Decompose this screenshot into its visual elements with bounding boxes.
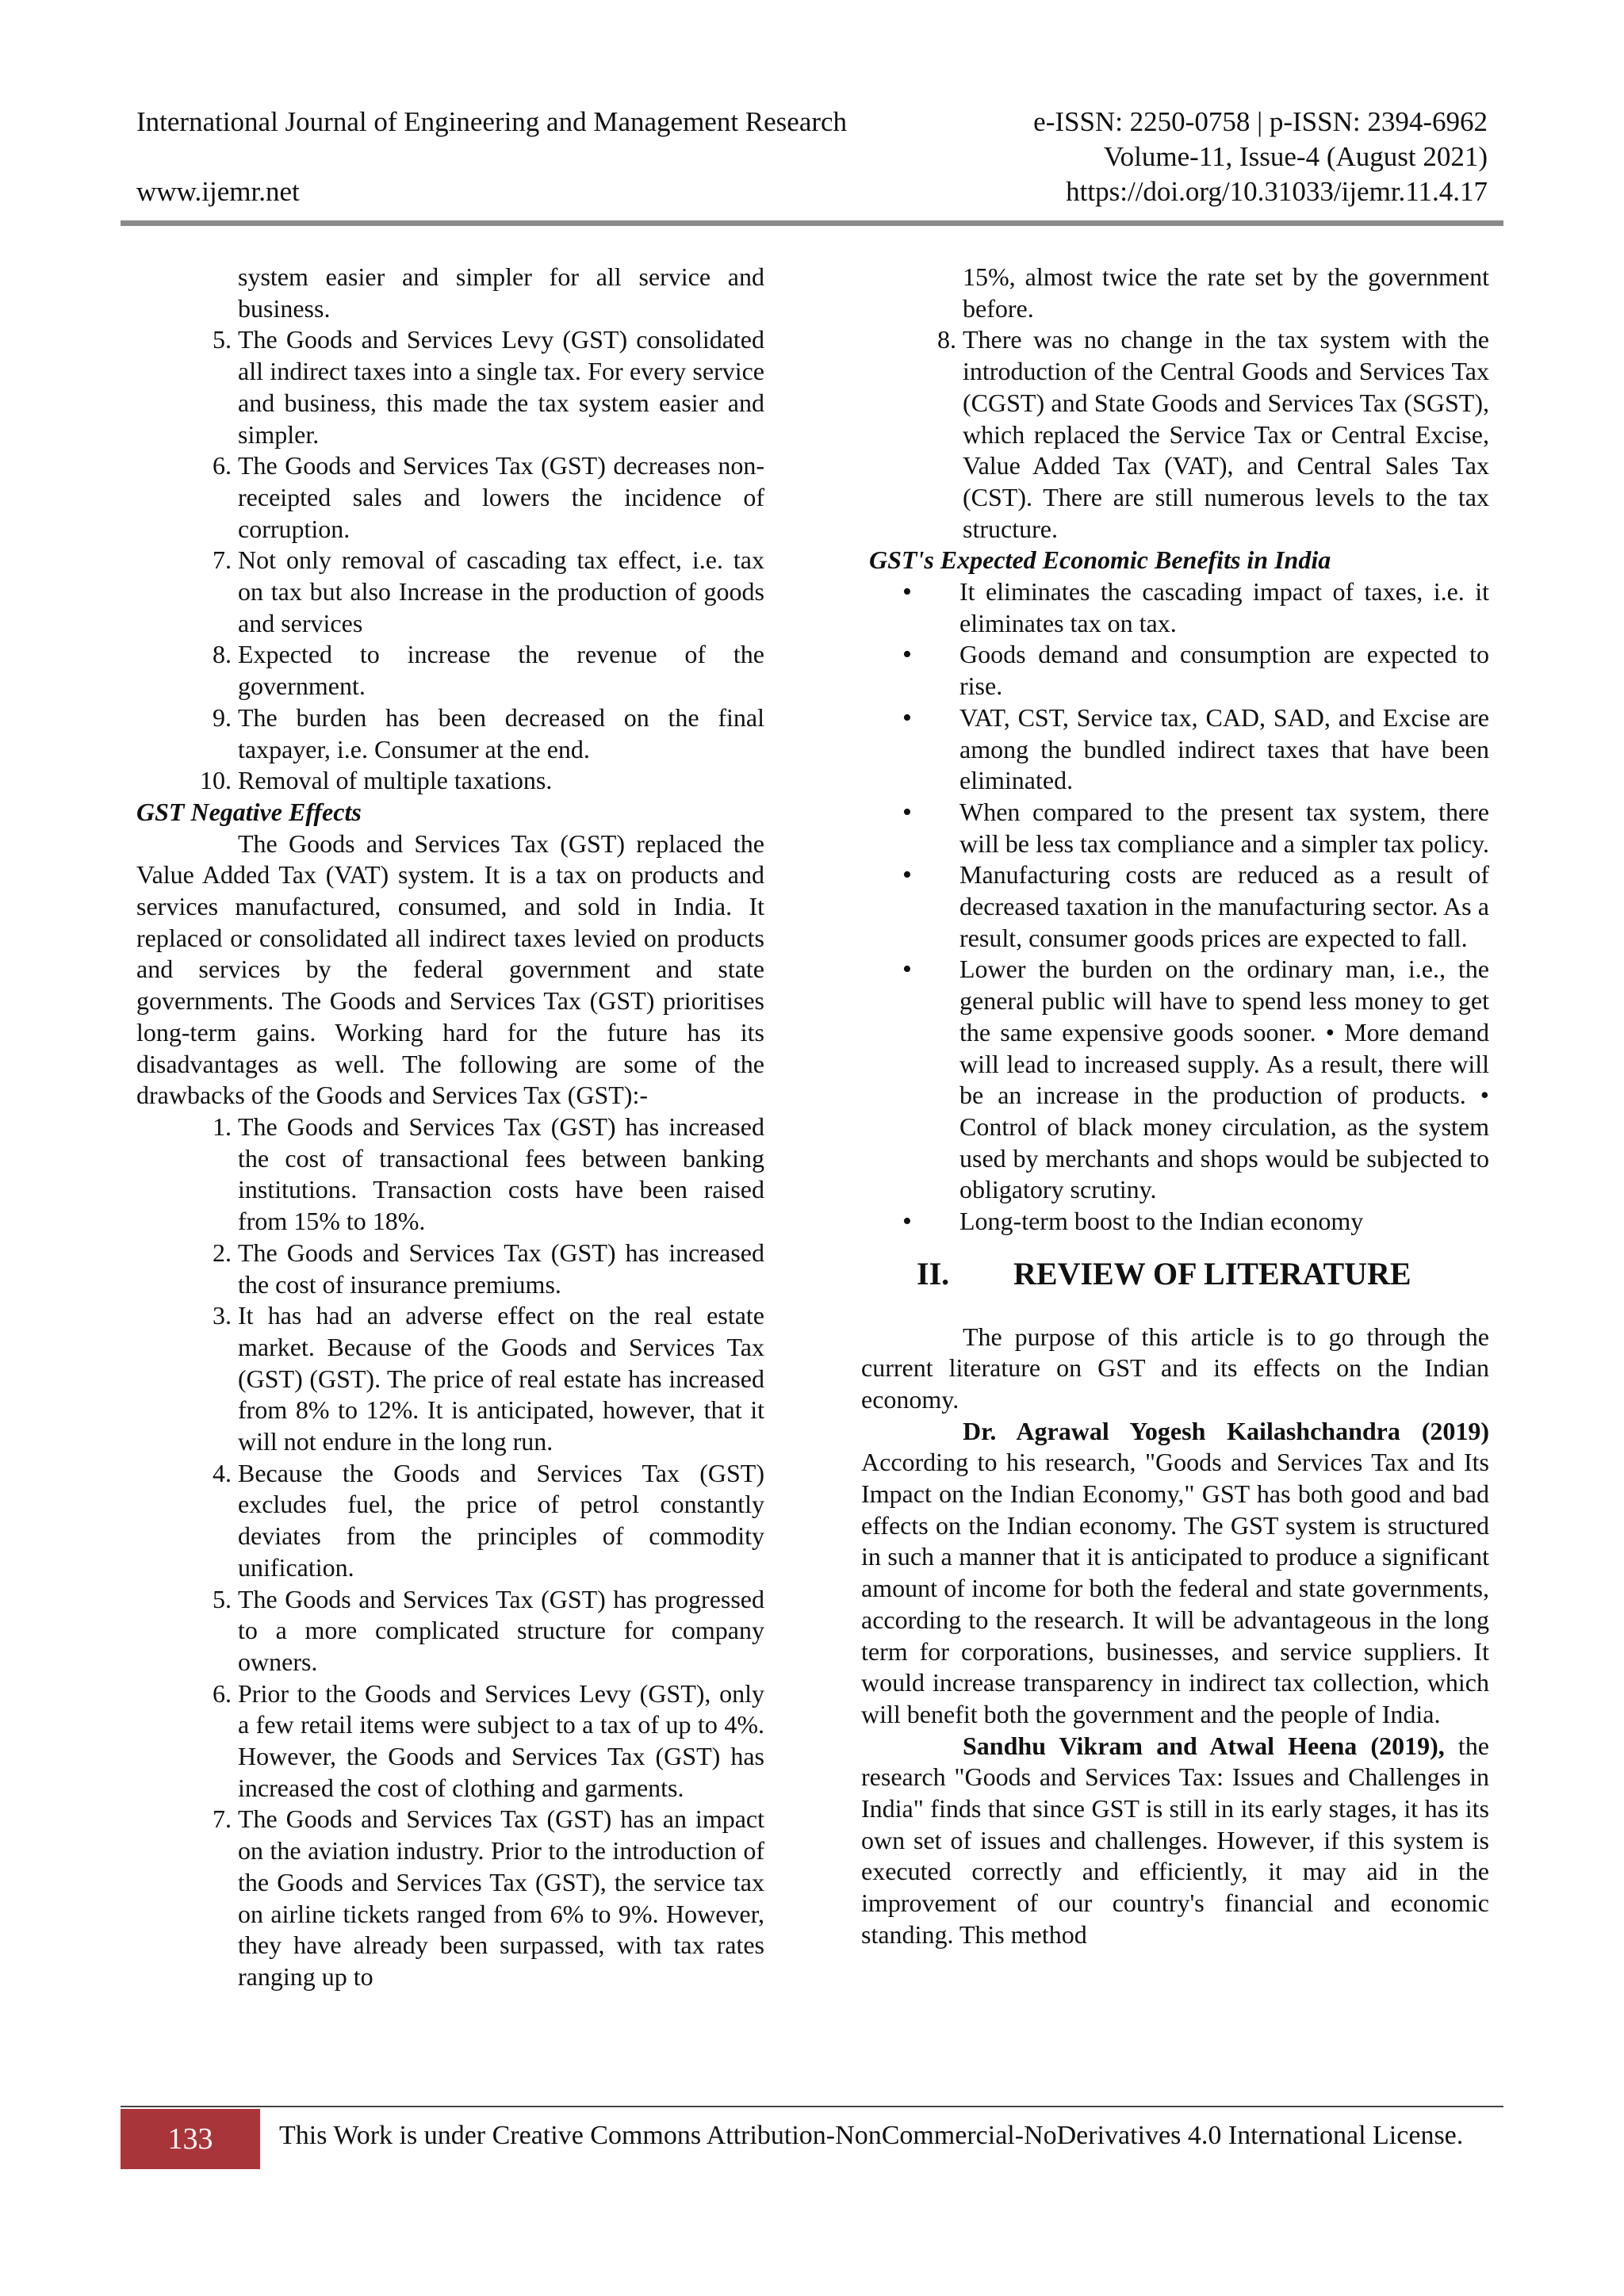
- list-item: 1. The Goods and Services Tax (GST) has increased the cost of transactional fees between banking institutions. Transaction costs have been raised from 15% to 18%.: [238, 1112, 764, 1238]
- header-divider: [121, 220, 1503, 226]
- list-item: 6. The Goods and Services Tax (GST) decreases non-receipted sales and lowers the incidence of corruption.: [238, 450, 764, 545]
- continuation-text: 15%, almost twice the rate set by the government before.: [963, 262, 1489, 323]
- negative-effects-list: [136, 1112, 764, 1993]
- review-intro: The purpose of this article is to go through the current literature on GST and its effects on the Indian economy.: [861, 1322, 1489, 1414]
- negative-effects-heading: GST Negative Effects: [136, 797, 362, 826]
- journal-name: International Journal of Engineering and Management Research: [136, 106, 848, 137]
- review-text: According to his research, "Goods and Services Tax and Its Impact on the Indian Economy," GST has both good and bad effects on the Indian economy. The GST system is structured in such a manner that it is anticipated to produce a significant amount of income for both the federal and state governments, according to the research. It will be advantageous in the long term for corporations, businesses, and service suppliers. It would increase transparency in indirect tax collection, which will benefit both the government and the people of India.: [861, 1448, 1489, 1728]
- review-author: Dr. Agrawal Yogesh Kailashchandra (2019): [963, 1416, 1489, 1445]
- list-item: • VAT, CST, Service tax, CAD, SAD, and Excise are among the bundled indirect taxes that have been eliminated.: [959, 702, 1489, 797]
- list-item: 5. The Goods and Services Tax (GST) has progressed to a more complicated structure for company owners.: [238, 1584, 764, 1678]
- benefits-list: [861, 576, 1489, 1238]
- left-column: [136, 262, 764, 1993]
- list-item: • When compared to the present tax system, there will be less tax compliance and a simpler tax policy.: [959, 797, 1489, 859]
- license-text: This Work is under Creative Commons Attribution-NonCommercial-NoDerivatives 4.0 International License.: [279, 2121, 1464, 2150]
- list-item: 7. The Goods and Services Tax (GST) has an impact on the aviation industry. Prior to the introduction of the Goods and Services Tax (GST), the service tax on airline tickets ranged from 6% to 9%. However, they have already been surpassed, with tax rates ranging up to: [238, 1804, 764, 1992]
- section-heading: [917, 1255, 1489, 1292]
- list-item: • Lower the burden on the ordinary man, i.e., the general public will have to spend less money to get the same expensive goods sooner. • More demand will lead to increased supply. As a result, there will be an increase in the production of products. • Control of black money circulation, as the system used by merchants and shops would be subjected to obligatory scrutiny.: [959, 954, 1489, 1206]
- page-header: [136, 105, 1488, 216]
- volume-issue: Volume-11, Issue-4 (August 2021): [1103, 141, 1488, 172]
- benefits-heading: GST's Expected Economic Benefits in India: [869, 545, 1331, 575]
- list-item: • Goods demand and consumption are expected to rise.: [959, 639, 1489, 702]
- list-item: 4. Because the Goods and Services Tax (GST) excludes fuel, the price of petrol constantly deviates from the principles of commodity unification.: [238, 1458, 764, 1584]
- list-item: • Long-term boost to the Indian economy: [959, 1206, 1489, 1238]
- list-item: 2. The Goods and Services Tax (GST) has increased the cost of insurance premiums.: [238, 1238, 764, 1300]
- review-text: the research "Goods and Services Tax: Issues and Challenges in India" finds that since GST is still in its early stages, it has its own set of issues and challenges. However, if this system is executed correctly and efficiently, it may aid in the improvement of our country's financial and economic standing. This method: [861, 1731, 1489, 1949]
- website-link[interactable]: www.ijemr.net: [136, 176, 300, 207]
- list-item: 7. Not only removal of cascading tax effect, i.e. tax on tax but also Increase in the production of goods and services: [238, 545, 764, 639]
- footer-divider: [121, 2106, 1503, 2107]
- negative-effects-intro: The Goods and Services Tax (GST) replaced the Value Added Tax (VAT) system. It is a tax on products and services manufactured, consumed, and sold in India. It replaced or consolidated all indirect taxes levied on products and services by the federal government and state governments. The Goods and Services Tax (GST) prioritises long-term gains. Working hard for the future has its disadvantages as well. The following are some of the drawbacks of the Goods and Services Tax (GST):-: [136, 828, 764, 1110]
- doi-link[interactable]: https://doi.org/10.31033/ijemr.11.4.17: [1066, 176, 1488, 207]
- section-number: II.: [917, 1255, 950, 1292]
- continuation-text: system easier and simpler for all service and business.: [238, 262, 764, 323]
- list-item: • It eliminates the cascading impact of taxes, i.e. it eliminates tax on tax.: [959, 576, 1489, 639]
- list-item: 8. There was no change in the tax system with the introduction of the Central Goods and Services Tax (CGST) and State Goods and Services Tax (SGST), which replaced the Service Tax or Central Excise, Value Added Tax (VAT), and Central Sales Tax (CST). There are still numerous levels to the tax structure.: [963, 324, 1489, 545]
- list-item: 3. It has had an adverse effect on the real estate market. Because of the Goods and Services Tax (GST) (GST). The price of real estate has increased from 8% to 12%. It is anticipated, however, that it will not endure in the long run.: [238, 1300, 764, 1458]
- issn: e-ISSN: 2250-0758 | p-ISSN: 2394-6962: [1033, 106, 1488, 137]
- positive-effects-list: [136, 324, 764, 797]
- list-item: 10. Removal of multiple taxations.: [238, 765, 764, 797]
- list-item: 6. Prior to the Goods and Services Levy (GST), only a few retail items were subject to a tax of up to 4%. However, the Goods and Services Tax (GST) has increased the cost of clothing and garments.: [238, 1678, 764, 1804]
- negative-effects-list-continued: [861, 324, 1489, 545]
- review-author: Sandhu Vikram and Atwal Heena (2019),: [963, 1731, 1445, 1760]
- list-item: 5. The Goods and Services Levy (GST) consolidated all indirect taxes into a single tax. For every service and business, this made the tax system easier and simpler.: [238, 324, 764, 450]
- list-item: 8. Expected to increase the revenue of the government.: [238, 639, 764, 702]
- list-item: 9. The burden has been decreased on the final taxpayer, i.e. Consumer at the end.: [238, 702, 764, 765]
- page-number: 133: [121, 2109, 260, 2169]
- section-title: REVIEW OF LITERATURE: [1013, 1255, 1411, 1292]
- issn-volume: [1033, 105, 1488, 174]
- right-column: [861, 262, 1489, 1951]
- review-paragraph-2: [861, 1731, 1489, 1951]
- list-item: • Manufacturing costs are reduced as a result of decreased taxation in the manufacturing sector. As a result, consumer goods prices are expected to fall.: [959, 859, 1489, 954]
- review-paragraph-1: [861, 1416, 1489, 1731]
